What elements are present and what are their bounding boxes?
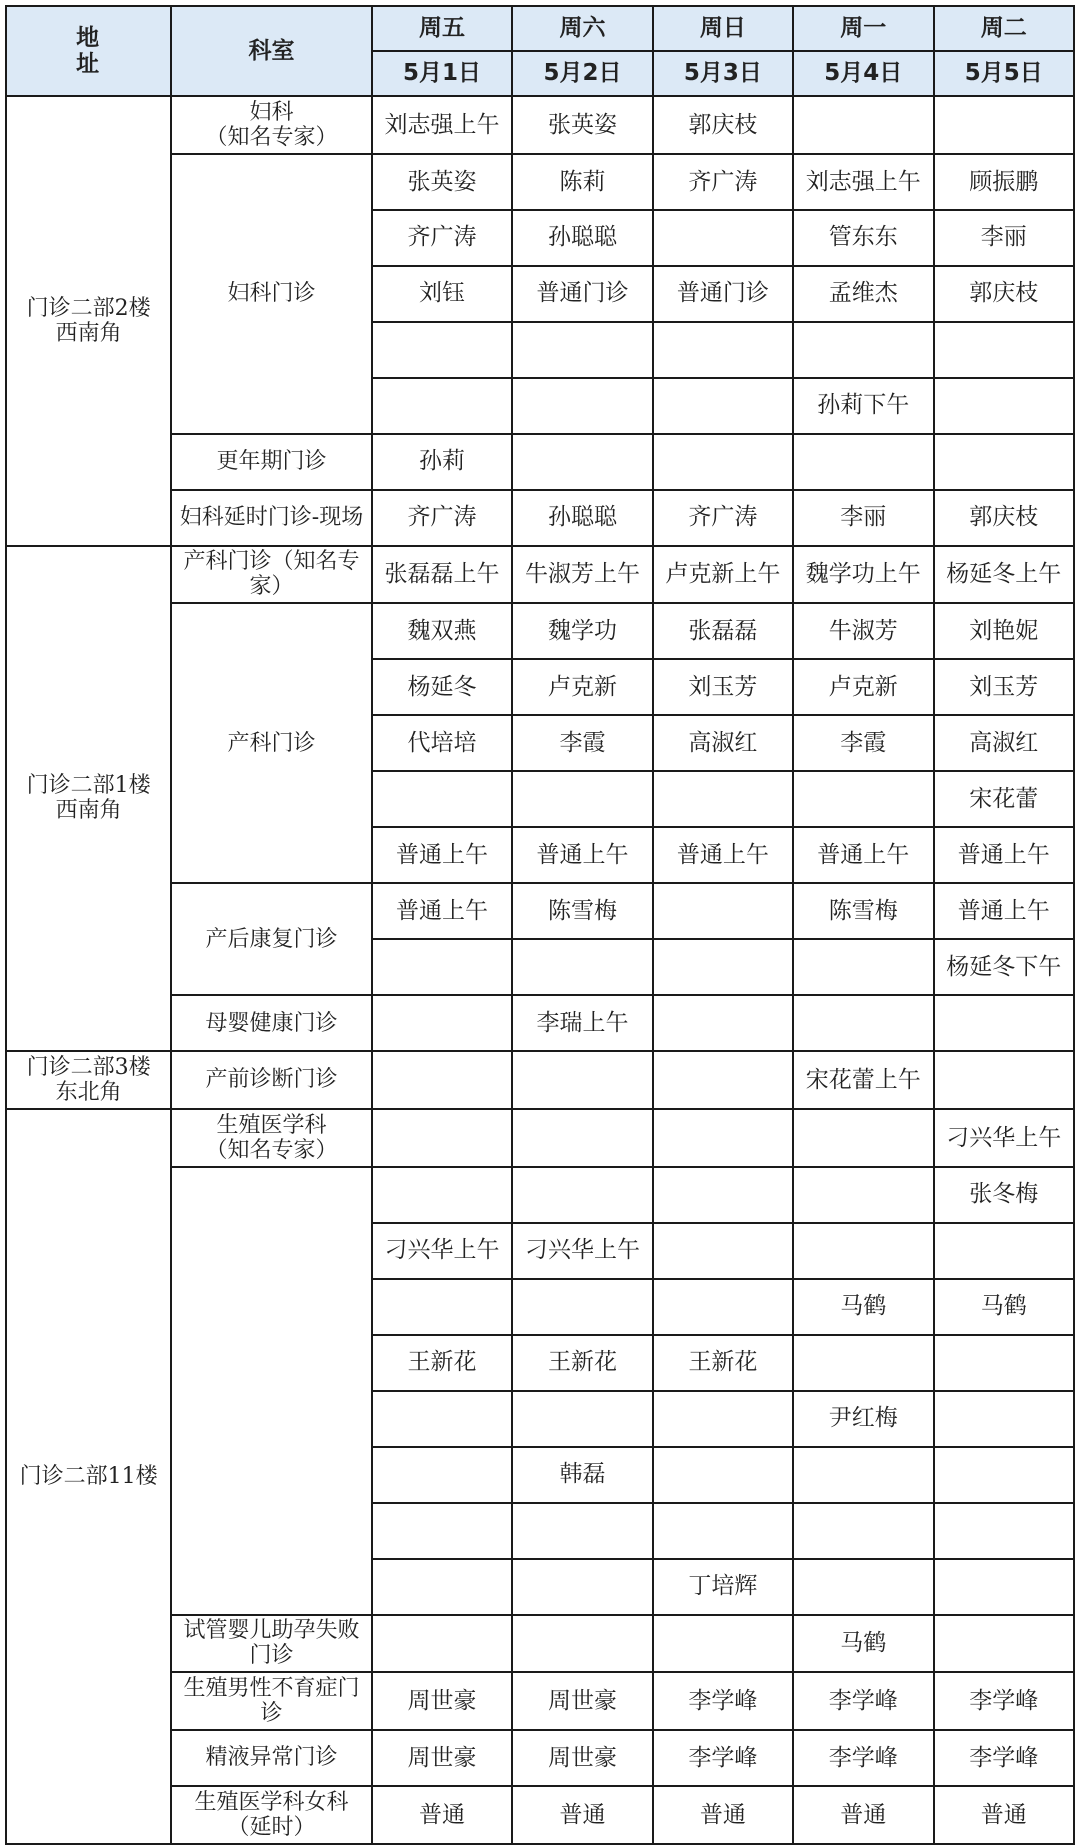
- doctor-cell: [653, 939, 793, 995]
- doctor-cell: 王新花: [512, 1335, 652, 1391]
- doctor-cell: 魏学功: [512, 603, 652, 659]
- doctor-cell: 高淑红: [653, 715, 793, 771]
- address-cell: 门诊二部1楼 西南角: [6, 546, 171, 1052]
- doctor-cell: 代培培: [372, 715, 512, 771]
- doctor-cell: 普通门诊: [512, 266, 652, 322]
- doctor-cell: [793, 1109, 933, 1167]
- day-header: 周二: [934, 6, 1075, 51]
- department-cell: 产科门诊（知名专家）: [171, 546, 372, 604]
- day-header: 周日: [653, 6, 793, 51]
- doctor-cell: [653, 883, 793, 939]
- doctor-cell: [372, 1051, 512, 1109]
- day-header: 周一: [793, 6, 933, 51]
- doctor-cell: 杨延冬: [372, 659, 512, 715]
- doctor-cell: 郭庆枝: [934, 266, 1075, 322]
- doctor-cell: 张磊磊: [653, 603, 793, 659]
- doctor-cell: 陈雪梅: [512, 883, 652, 939]
- doctor-cell: [653, 1279, 793, 1335]
- doctor-cell: [653, 434, 793, 490]
- doctor-cell: 周世豪: [372, 1672, 512, 1730]
- doctor-cell: 普通上午: [372, 827, 512, 883]
- table-row: [6, 1051, 1074, 1109]
- doctor-cell: 普通: [512, 1786, 652, 1844]
- date-header: 5月5日: [934, 51, 1075, 96]
- doctor-cell: 孙聪聪: [512, 490, 652, 546]
- doctor-cell: 普通门诊: [653, 266, 793, 322]
- doctor-cell: 张磊磊上午: [372, 546, 512, 604]
- department-cell: 更年期门诊: [171, 434, 372, 490]
- doctor-cell: 牛淑芳上午: [512, 546, 652, 604]
- doctor-cell: [512, 378, 652, 434]
- doctor-cell: 普通上午: [372, 883, 512, 939]
- doctor-cell: 马鹤: [793, 1279, 933, 1335]
- doctor-cell: 卢克新: [512, 659, 652, 715]
- doctor-cell: 刘玉芳: [934, 659, 1075, 715]
- doctor-cell: [653, 210, 793, 266]
- department-cell: 生殖男性不育症门诊: [171, 1672, 372, 1730]
- department-cell: 试管婴儿助孕失败门诊: [171, 1615, 372, 1673]
- date-header: 5月4日: [793, 51, 933, 96]
- date-header: 5月1日: [372, 51, 512, 96]
- doctor-cell: 李霞: [793, 715, 933, 771]
- address-cell: 门诊二部3楼 东北角: [6, 1051, 171, 1109]
- doctor-cell: [372, 939, 512, 995]
- doctor-cell: [934, 434, 1075, 490]
- doctor-cell: 李学峰: [934, 1730, 1075, 1786]
- doctor-cell: [512, 939, 652, 995]
- address-header: 地址: [6, 6, 171, 96]
- doctor-cell: [934, 1335, 1075, 1391]
- doctor-cell: [653, 995, 793, 1051]
- doctor-cell: 孙莉下午: [793, 378, 933, 434]
- doctor-cell: 周世豪: [512, 1672, 652, 1730]
- day-header: 周六: [512, 6, 652, 51]
- doctor-cell: [372, 1109, 512, 1167]
- doctor-cell: 陈雪梅: [793, 883, 933, 939]
- doctor-cell: [934, 378, 1075, 434]
- doctor-cell: 张冬梅: [934, 1167, 1075, 1223]
- doctor-cell: 普通上午: [653, 827, 793, 883]
- doctor-cell: [372, 1447, 512, 1503]
- doctor-cell: 孟维杰: [793, 266, 933, 322]
- doctor-cell: [793, 1167, 933, 1223]
- doctor-cell: [512, 1559, 652, 1615]
- doctor-cell: [934, 322, 1075, 378]
- department-cell: 妇科延时门诊-现场: [171, 490, 372, 546]
- doctor-cell: [793, 939, 933, 995]
- doctor-cell: 丁培辉: [653, 1559, 793, 1615]
- doctor-cell: [512, 1167, 652, 1223]
- department-cell: 母婴健康门诊: [171, 995, 372, 1051]
- doctor-cell: [934, 1447, 1075, 1503]
- department-cell: 妇科 （知名专家）: [171, 96, 372, 154]
- doctor-cell: 郭庆枝: [653, 96, 793, 154]
- doctor-cell: [653, 1051, 793, 1109]
- doctor-cell: 周世豪: [372, 1730, 512, 1786]
- doctor-cell: [793, 1559, 933, 1615]
- doctor-cell: 普通: [372, 1786, 512, 1844]
- doctor-cell: [653, 1503, 793, 1559]
- doctor-cell: [793, 1335, 933, 1391]
- doctor-cell: [934, 1615, 1075, 1673]
- doctor-cell: 李学峰: [934, 1672, 1075, 1730]
- doctor-cell: 牛淑芳: [793, 603, 933, 659]
- doctor-cell: 李学峰: [653, 1730, 793, 1786]
- doctor-cell: [934, 1391, 1075, 1447]
- department-cell: 生殖医学科 （知名专家）: [171, 1109, 372, 1167]
- doctor-cell: 杨延冬上午: [934, 546, 1075, 604]
- doctor-cell: [512, 1615, 652, 1673]
- doctor-cell: 孙聪聪: [512, 210, 652, 266]
- doctor-cell: [512, 1109, 652, 1167]
- department-cell: 生殖医学科女科 （延时）: [171, 1786, 372, 1844]
- doctor-cell: [512, 322, 652, 378]
- doctor-cell: 刁兴华上午: [372, 1223, 512, 1279]
- doctor-cell: 普通上午: [793, 827, 933, 883]
- table-row: [6, 546, 1074, 604]
- doctor-cell: 齐广涛: [653, 154, 793, 210]
- doctor-cell: 刁兴华上午: [934, 1109, 1075, 1167]
- doctor-cell: [793, 1223, 933, 1279]
- doctor-cell: [653, 1447, 793, 1503]
- doctor-cell: [934, 1051, 1075, 1109]
- doctor-cell: 普通: [793, 1786, 933, 1844]
- doctor-cell: 郭庆枝: [934, 490, 1075, 546]
- doctor-cell: 王新花: [372, 1335, 512, 1391]
- doctor-cell: [512, 1279, 652, 1335]
- doctor-cell: 尹红梅: [793, 1391, 933, 1447]
- doctor-cell: [934, 96, 1075, 154]
- department-cell: 妇科门诊: [171, 154, 372, 434]
- doctor-cell: [512, 1391, 652, 1447]
- doctor-cell: 韩磊: [512, 1447, 652, 1503]
- doctor-cell: 李学峰: [793, 1672, 933, 1730]
- doctor-cell: [793, 434, 933, 490]
- doctor-cell: 杨延冬下午: [934, 939, 1075, 995]
- doctor-cell: 齐广涛: [653, 490, 793, 546]
- doctor-cell: 刁兴华上午: [512, 1223, 652, 1279]
- department-cell: 产后康复门诊: [171, 883, 372, 995]
- doctor-cell: 刘钰: [372, 266, 512, 322]
- address-cell: 门诊二部2楼 西南角: [6, 96, 171, 546]
- doctor-cell: [372, 1503, 512, 1559]
- doctor-cell: [372, 1559, 512, 1615]
- table-row: [6, 96, 1074, 154]
- schedule-table: [5, 5, 1075, 1845]
- doctor-cell: 马鹤: [793, 1615, 933, 1673]
- doctor-cell: [512, 1051, 652, 1109]
- doctor-cell: 王新花: [653, 1335, 793, 1391]
- doctor-cell: [653, 771, 793, 827]
- date-header: 5月3日: [653, 51, 793, 96]
- table-body: [6, 96, 1074, 1844]
- doctor-cell: [793, 1447, 933, 1503]
- doctor-cell: 高淑红: [934, 715, 1075, 771]
- date-header: 5月2日: [512, 51, 652, 96]
- doctor-cell: [653, 1167, 793, 1223]
- table-row: [6, 1109, 1074, 1167]
- doctor-cell: 普通上午: [934, 883, 1075, 939]
- day-header: 周五: [372, 6, 512, 51]
- doctor-cell: [372, 1391, 512, 1447]
- doctor-cell: 普通上午: [512, 827, 652, 883]
- doctor-cell: 宋花蕾上午: [793, 1051, 933, 1109]
- doctor-cell: 刘志强上午: [372, 96, 512, 154]
- doctor-cell: [934, 1559, 1075, 1615]
- doctor-cell: 普通: [653, 1786, 793, 1844]
- doctor-cell: 刘玉芳: [653, 659, 793, 715]
- doctor-cell: 李丽: [793, 490, 933, 546]
- department-cell: 产科门诊: [171, 603, 372, 883]
- department-cell: 产前诊断门诊: [171, 1051, 372, 1109]
- doctor-cell: 李瑞上午: [512, 995, 652, 1051]
- doctor-cell: [793, 96, 933, 154]
- doctor-cell: 张英姿: [372, 154, 512, 210]
- doctor-cell: 李学峰: [793, 1730, 933, 1786]
- doctor-cell: [793, 771, 933, 827]
- doctor-cell: 齐广涛: [372, 210, 512, 266]
- header-row-days: [6, 6, 1074, 51]
- doctor-cell: [372, 1279, 512, 1335]
- doctor-cell: [653, 322, 793, 378]
- doctor-cell: 孙莉: [372, 434, 512, 490]
- doctor-cell: [793, 322, 933, 378]
- doctor-cell: [653, 1109, 793, 1167]
- department-cell: 精液异常门诊: [171, 1730, 372, 1786]
- doctor-cell: 刘艳妮: [934, 603, 1075, 659]
- doctor-cell: [372, 995, 512, 1051]
- doctor-cell: [512, 771, 652, 827]
- doctor-cell: 普通: [934, 1786, 1075, 1844]
- doctor-cell: 陈莉: [512, 154, 652, 210]
- department-cell: [171, 1167, 372, 1615]
- doctor-cell: 李霞: [512, 715, 652, 771]
- doctor-cell: [372, 1615, 512, 1673]
- doctor-cell: [653, 1391, 793, 1447]
- department-header: 科室: [171, 6, 372, 96]
- doctor-cell: 卢克新: [793, 659, 933, 715]
- doctor-cell: 李丽: [934, 210, 1075, 266]
- doctor-cell: 马鹤: [934, 1279, 1075, 1335]
- doctor-cell: [653, 378, 793, 434]
- doctor-cell: [512, 1503, 652, 1559]
- doctor-cell: [934, 1503, 1075, 1559]
- doctor-cell: 张英姿: [512, 96, 652, 154]
- doctor-cell: [934, 1223, 1075, 1279]
- doctor-cell: 普通上午: [934, 827, 1075, 883]
- doctor-cell: [372, 771, 512, 827]
- doctor-cell: [653, 1615, 793, 1673]
- doctor-cell: 魏双燕: [372, 603, 512, 659]
- doctor-cell: 齐广涛: [372, 490, 512, 546]
- doctor-cell: [934, 995, 1075, 1051]
- doctor-cell: [793, 995, 933, 1051]
- doctor-cell: [372, 378, 512, 434]
- doctor-cell: [512, 434, 652, 490]
- doctor-cell: [793, 1503, 933, 1559]
- doctor-cell: 李学峰: [653, 1672, 793, 1730]
- doctor-cell: [372, 1167, 512, 1223]
- doctor-cell: 宋花蕾: [934, 771, 1075, 827]
- table-header: [6, 6, 1074, 96]
- address-cell: 门诊二部11楼: [6, 1109, 171, 1844]
- doctor-cell: 顾振鹏: [934, 154, 1075, 210]
- doctor-cell: 周世豪: [512, 1730, 652, 1786]
- doctor-cell: 魏学功上午: [793, 546, 933, 604]
- doctor-cell: [653, 1223, 793, 1279]
- doctor-cell: 卢克新上午: [653, 546, 793, 604]
- doctor-cell: [372, 322, 512, 378]
- doctor-cell: 刘志强上午: [793, 154, 933, 210]
- doctor-cell: 管东东: [793, 210, 933, 266]
